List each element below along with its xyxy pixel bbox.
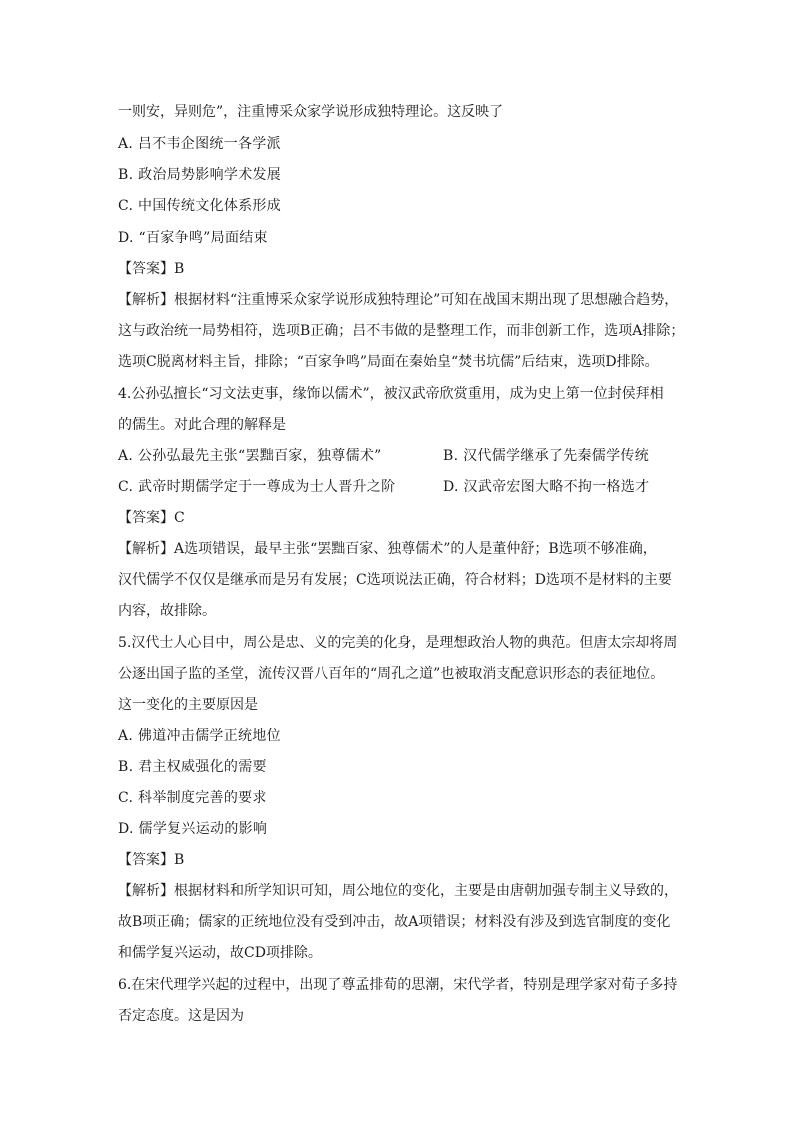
question-3-option-c: C. 中国传统文化体系形成 — [118, 198, 282, 214]
question-3-analysis-line: 【解析】根据材料“注重博采众家学说形成独特理论”可知在战国末期出现了思想融合趋势， — [118, 292, 679, 308]
question-3-option-d: D. “百家争鸣”局面结束 — [118, 230, 268, 246]
question-3-stem-continuation: 一则安，异则危”，注重博采众家学说形成独特理论。这反映了 — [118, 104, 504, 120]
question-5-option-b: B. 君主权威强化的需要 — [118, 759, 267, 775]
question-4-analysis-line: 【解析】A选项错误，最早主张“罢黜百家、独尊儒术”的人是董仲舒；B选项不够准确， — [118, 541, 657, 557]
question-4-option-c: C. 武帝时期儒学定于一尊成为士人晋升之阶 — [118, 479, 396, 495]
question-3-analysis-line: 选项C脱离材料主旨，排除；“百家争鸣”局面在秦始皇“焚书坑儒”后结束，选项D排除。 — [118, 354, 659, 370]
question-5-option-d: D. 儒学复兴运动的影响 — [118, 821, 268, 837]
question-5-stem-line: 公逐出国子监的圣堂，流传汉晋八百年的“周孔之道”也被取消支配意识形态的表征地位。 — [118, 666, 665, 682]
question-4-option-a: A. 公孙弘最先主张“罢黜百家，独尊儒术” — [118, 448, 382, 464]
question-6-stem-line: 否定态度。这是因为 — [118, 1008, 244, 1024]
question-3-answer: 【答案】B — [118, 261, 185, 277]
question-4-analysis-line: 汉代儒学不仅仅是继承而是另有发展；C选项说法正确，符合材料；D选项不是材料的主要 — [118, 572, 672, 588]
question-3-option-b: B. 政治局势影响学术发展 — [118, 167, 282, 183]
question-5-option-a: A. 佛道冲击儒学正统地位 — [118, 728, 281, 744]
question-4-option-b: B. 汉代儒学继承了先秦儒学传统 — [443, 448, 649, 464]
question-5-analysis-line: 故B项正确；儒家的正统地位没有受到冲击，故A项错误；材料没有涉及到选官制度的变化 — [118, 914, 671, 930]
question-3-analysis-line: 这与政治统一局势相符，选项B正确；吕不韦做的是整理工作，而非创新工作，选项A排除； — [118, 323, 685, 339]
question-5-answer: 【答案】B — [118, 852, 185, 868]
question-6-stem-line: 6.在宋代理学兴起的过程中，出现了尊孟排荀的思潮，宋代学者，特别是理学家对荀子多持 — [118, 977, 678, 993]
question-5-stem-line: 5.汉代士人心目中，周公是忠、义的完美的化身，是理想政治人物的典范。但唐太宗却将周 — [118, 635, 678, 651]
question-4-stem-line: 4.公孙弘擅长“习文法吏事，缘饰以儒术”，被汉武帝欣赏重用，成为史上第一位封侯拜相 — [118, 386, 664, 402]
question-4-answer: 【答案】C — [118, 510, 185, 526]
question-5-analysis-line: 和儒学复兴运动，故CD项排除。 — [118, 945, 322, 961]
question-4-analysis-line: 内容，故排除。 — [118, 603, 216, 619]
question-5-option-c: C. 科举制度完善的要求 — [118, 790, 267, 806]
question-4-stem-line: 的儒生。对此合理的解释是 — [118, 417, 286, 433]
question-5-analysis-line: 【解析】根据材料和所学知识可知，周公地位的变化，主要是由唐朝加强专制主义导致的， — [118, 883, 678, 899]
question-4-option-d: D. 汉武帝宏图大略不拘一格选才 — [443, 479, 650, 495]
question-5-stem-line: 这一变化的主要原因是 — [118, 697, 258, 713]
question-3-option-a: A. 吕不韦企图统一各学派 — [118, 136, 281, 152]
